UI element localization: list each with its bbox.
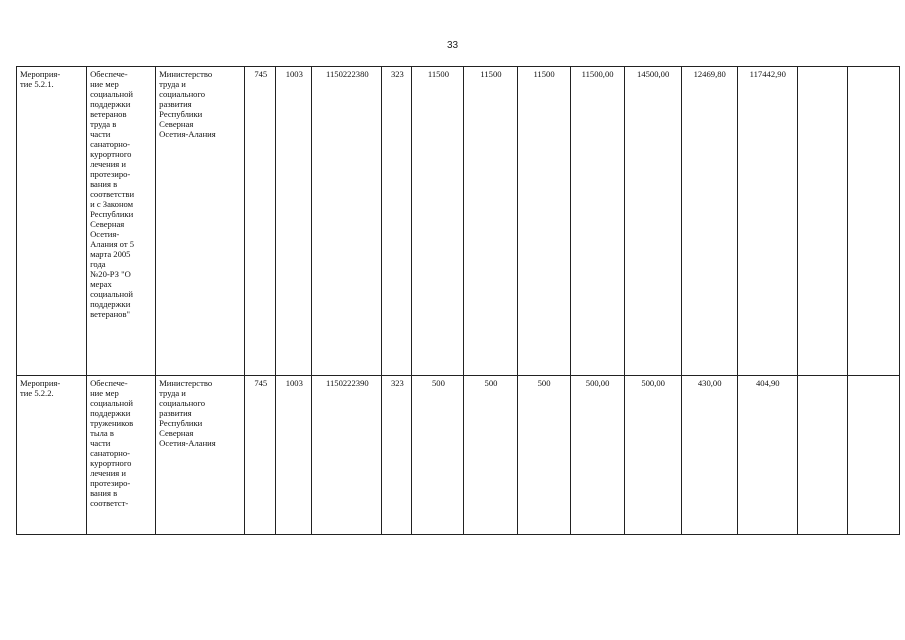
code-cell: 323 (382, 376, 412, 535)
description-cell: Обеспече- ние мер социальной поддержки ветеранов труда в части санаторно- курортного лечения и протезиро- вания в соответстви и с Законом Республики Северная Осетия- Алания от 5 марта 2005 года №20-РЗ "О мерах социальной поддержки ветеранов" (87, 67, 156, 376)
description-cell: Обеспече- ние мер социальной поддержки тружеников тыла в части санаторно- курортного лечения и протезиро- вания в соответст- (87, 376, 156, 535)
code-cell: 1150222380 (312, 67, 382, 376)
value-cell: 11500 (464, 67, 517, 376)
value-cell (797, 67, 847, 376)
value-cell: 12469,80 (681, 67, 737, 376)
value-cell (847, 376, 899, 535)
code-cell: 745 (245, 67, 276, 376)
value-cell: 500 (412, 376, 464, 535)
code-cell: 1150222390 (312, 376, 382, 535)
page-number: 33 (446, 40, 459, 51)
value-cell: 500,00 (570, 376, 624, 535)
value-cell: 500 (464, 376, 517, 535)
value-cell (847, 67, 899, 376)
value-cell: 11500 (412, 67, 464, 376)
budget-table (16, 66, 900, 535)
value-cell: 14500,00 (624, 67, 681, 376)
value-cell: 500 (517, 376, 570, 535)
value-cell: 11500 (517, 67, 570, 376)
code-cell: 1003 (276, 67, 312, 376)
table-row (17, 376, 900, 535)
agency-cell: Министерство труда и социального развития Республики Северная Осетия-Алания (156, 376, 245, 535)
code-cell: 745 (245, 376, 276, 535)
table-row (17, 67, 900, 376)
code-cell: 323 (382, 67, 412, 376)
value-cell: 11500,00 (570, 67, 624, 376)
value-cell: 500,00 (624, 376, 681, 535)
value-cell: 404,90 (737, 376, 797, 535)
activity-cell: Мероприя- тие 5.2.2. (17, 376, 87, 535)
value-cell: 430,00 (681, 376, 737, 535)
activity-cell: Мероприя- тие 5.2.1. (17, 67, 87, 376)
code-cell: 1003 (276, 376, 312, 535)
value-cell (797, 376, 847, 535)
value-cell: 117442,90 (737, 67, 797, 376)
agency-cell: Министерство труда и социального развития Республики Северная Осетия-Алания (156, 67, 245, 376)
